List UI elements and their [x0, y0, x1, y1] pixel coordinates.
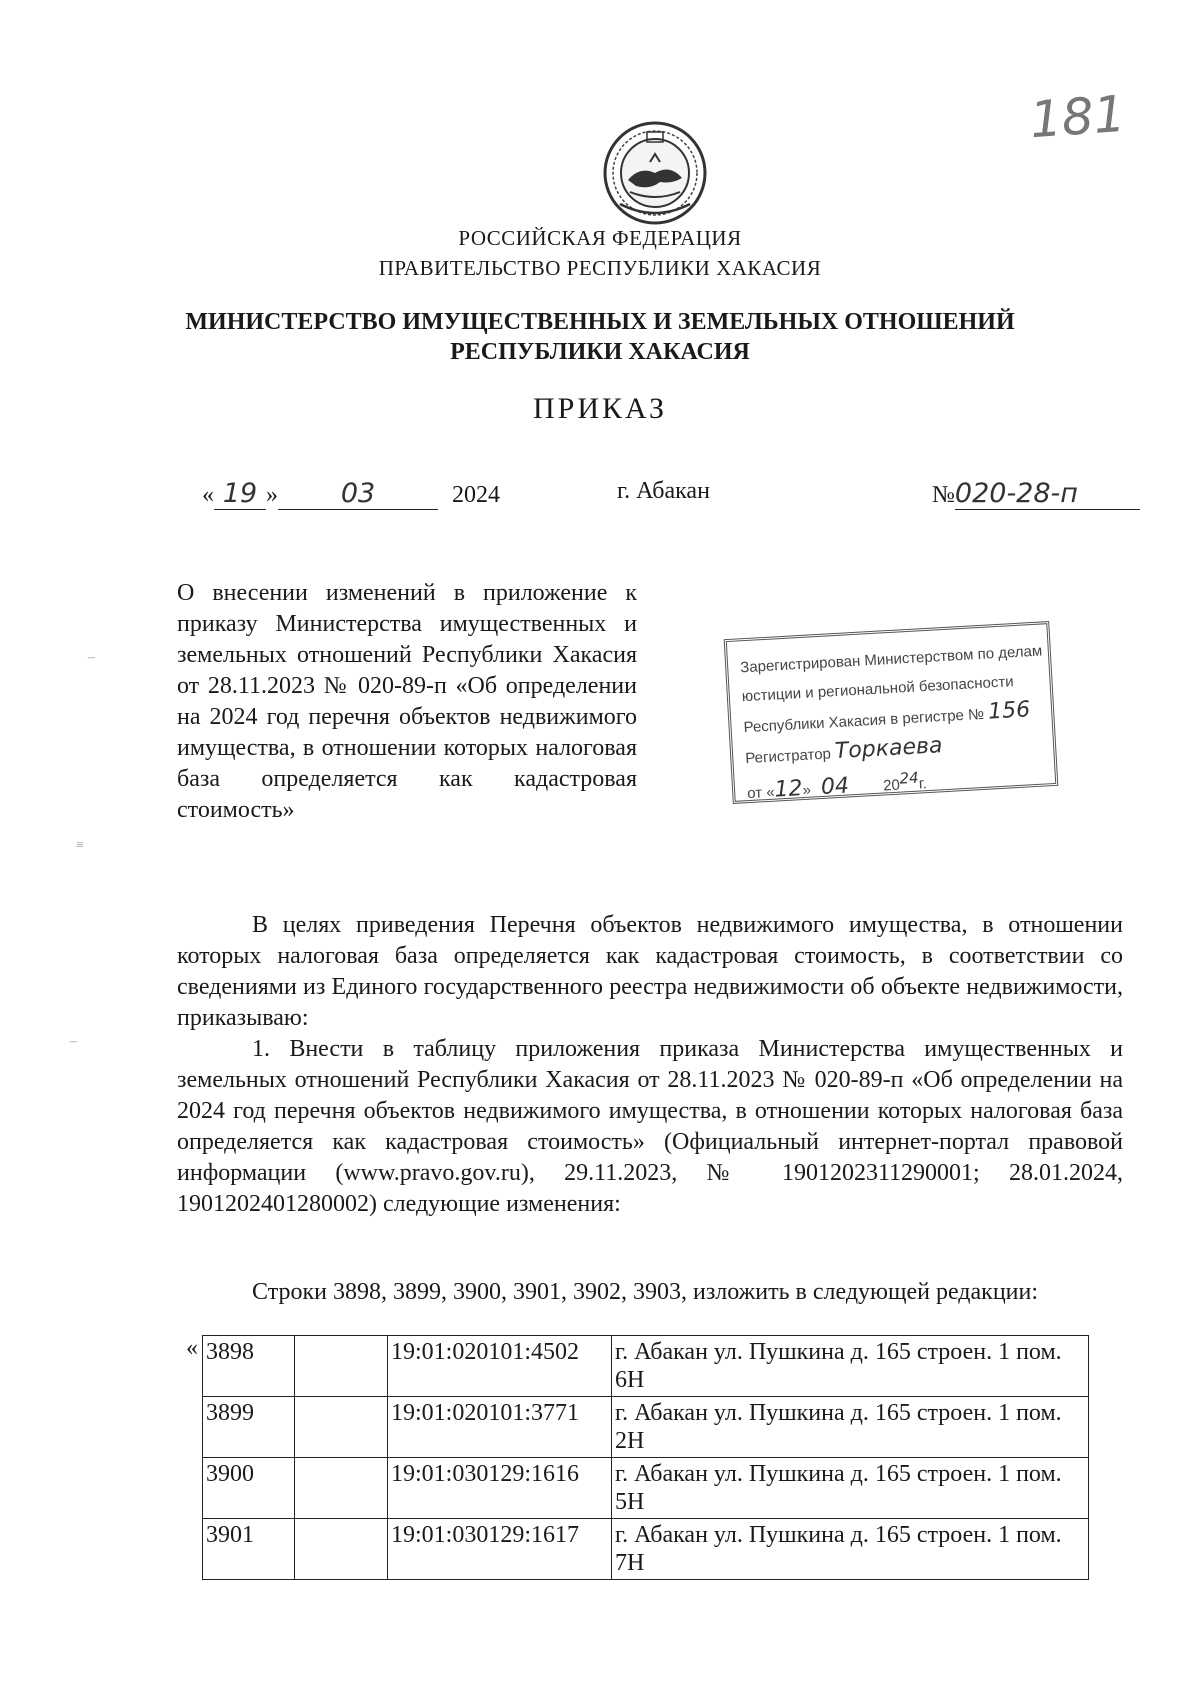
- stamp-line2: юстиции и региональной безопасности: [741, 673, 1015, 706]
- header-country: РОССИЙСКАЯ ФЕДЕРАЦИЯ: [458, 226, 742, 250]
- number-label: №: [932, 482, 955, 508]
- ministry-name-line2: РЕСПУБЛИКИ ХАКАСИЯ: [450, 339, 750, 365]
- row-number-cell: 3898: [203, 1336, 295, 1397]
- address-cell: г. Абакан ул. Пушкина д. 165 строен. 1 пом. 7Н: [612, 1519, 1089, 1580]
- table-row: [203, 1458, 1089, 1519]
- date-day: 19: [214, 478, 266, 510]
- row-number-cell: 3901: [203, 1519, 295, 1580]
- paragraph-rows-intro: Строки 3898, 3899, 3900, 3901, 3902, 3903, изложить в следующей редакции:: [252, 1279, 1039, 1305]
- cadastral-number-cell: 19:01:030129:1616: [388, 1458, 612, 1519]
- scan-margin-mark: –: [70, 1034, 77, 1049]
- empty-cell: [295, 1458, 388, 1519]
- empty-cell: [295, 1336, 388, 1397]
- order-subject: О внесении изменений в приложение к приказу Министерства имущественных и земельных отношений Республики Хакасия от 28.11.2023 № 020-89-п «Об определении на 2024 год перечня объектов недвижимого имущества, в отношении которых налоговая база определяется как кадастровая стоимость»: [177, 580, 637, 823]
- address-cell: г. Абакан ул. Пушкина д. 165 строен. 1 пом. 2Н: [612, 1397, 1089, 1458]
- stamp-line1: Зарегистрирован Министерством по делам: [739, 642, 1043, 677]
- table-open-quote: «: [186, 1335, 198, 1361]
- date-month: 03: [278, 478, 438, 510]
- stamp-registry-number: 156: [987, 697, 1031, 725]
- stamp-registry-label: Республики Хакасия в регистре №: [743, 705, 985, 737]
- date-year: 2024: [452, 482, 500, 508]
- stamp-date-suffix: г.: [918, 775, 928, 793]
- address-cell: г. Абакан ул. Пушкина д. 165 строен. 1 пом. 5Н: [612, 1458, 1089, 1519]
- row-number-cell: 3899: [203, 1397, 295, 1458]
- cadastral-number-cell: 19:01:020101:3771: [388, 1397, 612, 1458]
- stamp-registrar-label: Регистратор: [744, 745, 832, 768]
- scan-margin-mark: –: [88, 650, 95, 665]
- registration-stamp: [724, 621, 1059, 804]
- row-number-cell: 3900: [203, 1458, 295, 1519]
- stamp-date-mid: »: [802, 781, 812, 800]
- number-value: 020-28-п: [955, 478, 1140, 510]
- order-city: г. Абакан: [617, 478, 710, 504]
- stamp-registrar-signature: Торкаева: [834, 733, 944, 765]
- changes-table: [202, 1335, 1089, 1580]
- date-open-quote: «: [202, 482, 214, 508]
- table-row: [203, 1336, 1089, 1397]
- stamp-date-month: 04: [820, 773, 850, 801]
- paragraph-item-1: 1. Внести в таблицу приложения приказа Министерства имущественных и земельных отношений Республики Хакасия от 28.11.2023 № 020-89-п «Об определении на 2024 год перечня объектов недвижимого имущества, в отношении которых налоговая база определяется как кадастровая стоимость» (Официальный интернет-портал правовой информации (www.pravo.gov.ru), 29.11.2023, № 1901202311290001; 28.01.2024, 1901202401280002) следующие изменения:: [177, 1036, 1123, 1217]
- empty-cell: [295, 1519, 388, 1580]
- date-close-quote: »: [266, 482, 278, 508]
- cadastral-number-cell: 19:01:020101:4502: [388, 1336, 612, 1397]
- paragraph-intro: В целях приведения Перечня объектов недвижимого имущества, в отношении которых налоговая база определяется как кадастровая стоимость, в соответствии со сведениями из Единого государственного реестра недвижимости об объекте недвижимости, приказываю:: [177, 912, 1123, 1031]
- order-number: [932, 478, 1140, 510]
- document-type-title: ПРИКАЗ: [533, 392, 667, 425]
- stamp-date-day: 12: [773, 776, 804, 803]
- address-cell: г. Абакан ул. Пушкина д. 165 строен. 1 пом. 6Н: [612, 1336, 1089, 1397]
- ministry-name-line1: МИНИСТЕРСТВО ИМУЩЕСТВЕННЫХ И ЗЕМЕЛЬНЫХ ОТНОШЕНИЙ: [185, 309, 1015, 335]
- stamp-date-prefix: от «: [746, 783, 776, 803]
- handwritten-page-number: 181: [1028, 84, 1128, 150]
- table-row: [203, 1397, 1089, 1458]
- coat-of-arms-emblem: [600, 118, 710, 228]
- header-government: ПРАВИТЕЛЬСТВО РЕСПУБЛИКИ ХАКАСИЯ: [378, 256, 822, 280]
- stamp-date-year: 24: [898, 768, 920, 788]
- empty-cell: [295, 1397, 388, 1458]
- cadastral-number-cell: 19:01:030129:1617: [388, 1519, 612, 1580]
- stamp-date-year-prefix: 20: [882, 776, 901, 795]
- table-row: [203, 1519, 1089, 1580]
- scan-margin-mark: ≡: [76, 838, 84, 853]
- order-date: [202, 478, 500, 510]
